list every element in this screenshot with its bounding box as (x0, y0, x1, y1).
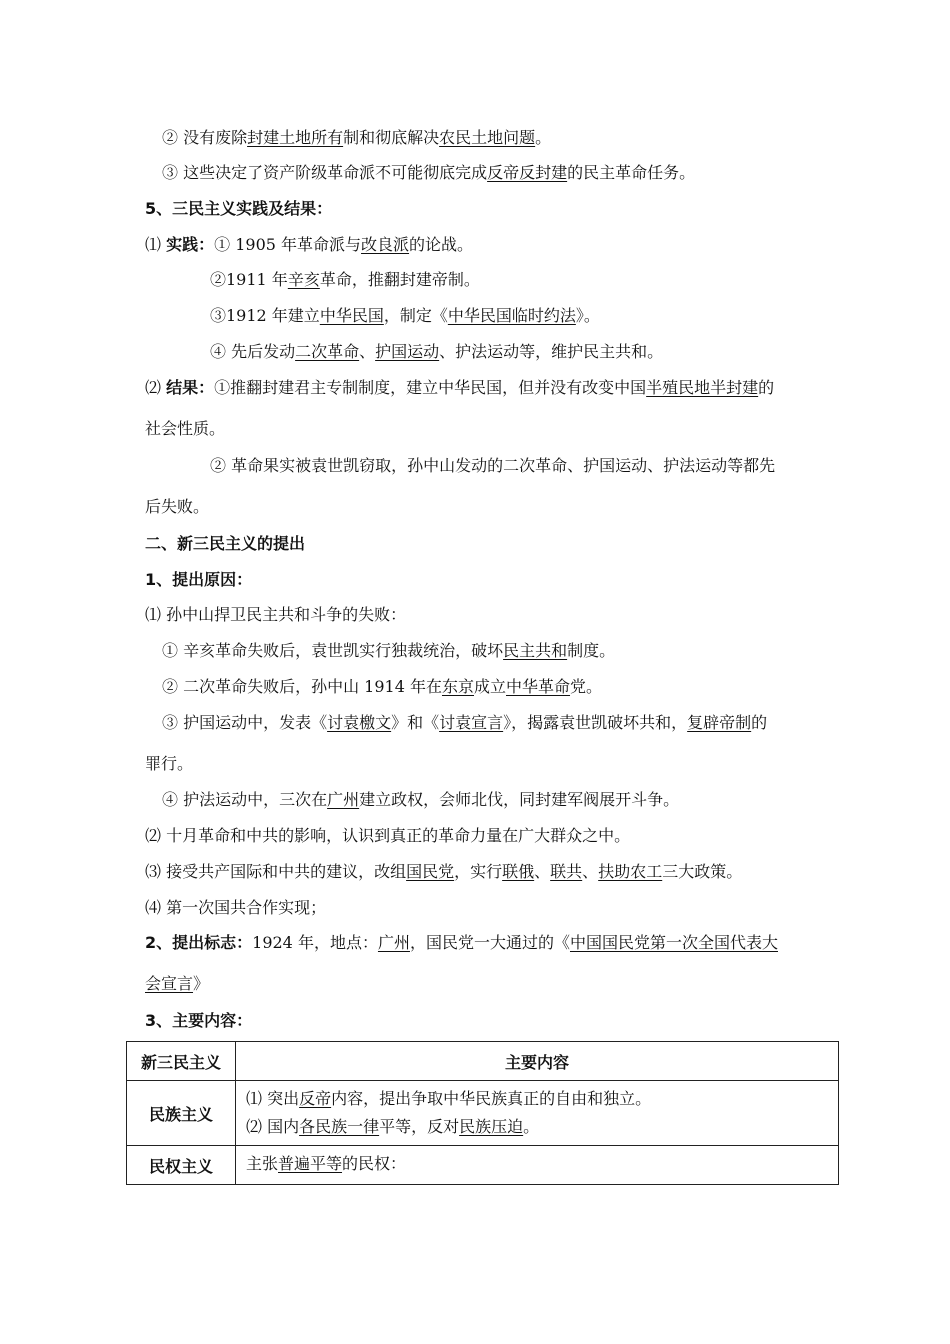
text-line: ③ 护国运动中，发表《讨袁檄文》和《讨袁宣言》，揭露袁世凯破坏共和，复辟帝制的 (162, 713, 768, 732)
text-line: 社会性质。 (145, 419, 226, 438)
content-table (126, 1041, 839, 1185)
text-line: ② 革命果实被袁世凯窃取，孙中山发动的二次革命、护国运动、护法运动等都先 (210, 456, 776, 475)
text-line: 会宣言》 (145, 974, 210, 993)
text-line: ⑵ 十月革命和中共的影响，认识到真正的革命力量在广大群众之中。 (145, 826, 631, 845)
text-line: ② 没有废除封建土地所有制和彻底解决农民土地问题。 (162, 128, 552, 147)
text-line: 后失败。 (145, 497, 210, 516)
text-line: ⑶ 接受共产国际和中共的建议，改组国民党，实行联俄、联共、扶助农工三大政策。 (145, 862, 743, 881)
text-line: ⑷ 第一次国共合作实现； (145, 898, 327, 917)
text-line: ④ 先后发动二次革命、护国运动、护法运动等，维护民主共和。 (210, 342, 664, 361)
text-line: ③ 这些决定了资产阶级革命派不可能彻底完成反帝反封建的民主革命任务。 (162, 163, 696, 182)
text-line: ⑵ 结果：①推翻封建君主专制制度，建立中华民国，但并没有改变中国半殖民地半封建的 (145, 378, 775, 397)
section-heading: 二、新三民主义的提出 (145, 534, 306, 553)
text-line: ① 辛亥革命失败后，袁世凯实行独裁统治，破坏民主共和制度。 (162, 641, 616, 660)
table-header-cell: 主要内容 (236, 1042, 839, 1081)
text-line: 2、提出标志：1924 年，地点：广州，国民党一大通过的《中国国民党第一次全国代表大 (145, 933, 778, 952)
table-cell (236, 1081, 839, 1146)
text-line: ⑴ 实践：① 1905 年革命派与改良派的论战。 (145, 235, 474, 254)
cell-line: 主张普遍平等的民权： (246, 1154, 407, 1173)
table-row (127, 1081, 839, 1146)
section-heading: 1、提出原因： (145, 570, 253, 589)
table-header-row (127, 1042, 839, 1081)
text-line: ⑴ 孙中山捍卫民主共和斗争的失败： (145, 605, 407, 624)
table-cell (236, 1146, 839, 1185)
text-line: 罪行。 (145, 754, 194, 773)
text-line: ④ 护法运动中，三次在广州建立政权，会师北伐，同封建军阀展开斗争。 (162, 790, 680, 809)
table-row-head: 民权主义 (127, 1146, 236, 1185)
section-heading: 5、三民主义实践及结果： (145, 199, 333, 218)
text-line: ② 二次革命失败后，孙中山 1914 年在东京成立中华革命党。 (162, 677, 603, 696)
table-row-head: 民族主义 (127, 1081, 236, 1146)
section-heading: 3、主要内容： (145, 1011, 253, 1030)
cell-line: ⑴ 突出反帝内容，提出争取中华民族真正的自由和独立。 (246, 1089, 652, 1108)
cell-line: ⑵ 国内各民族一律平等，反对民族压迫。 (246, 1117, 540, 1136)
table-row (127, 1146, 839, 1185)
text-line: ③1912 年建立中华民国，制定《中华民国临时约法》。 (210, 306, 600, 325)
table-header-cell: 新三民主义 (127, 1042, 236, 1081)
text-line: ②1911 年辛亥革命，推翻封建帝制。 (210, 270, 480, 289)
